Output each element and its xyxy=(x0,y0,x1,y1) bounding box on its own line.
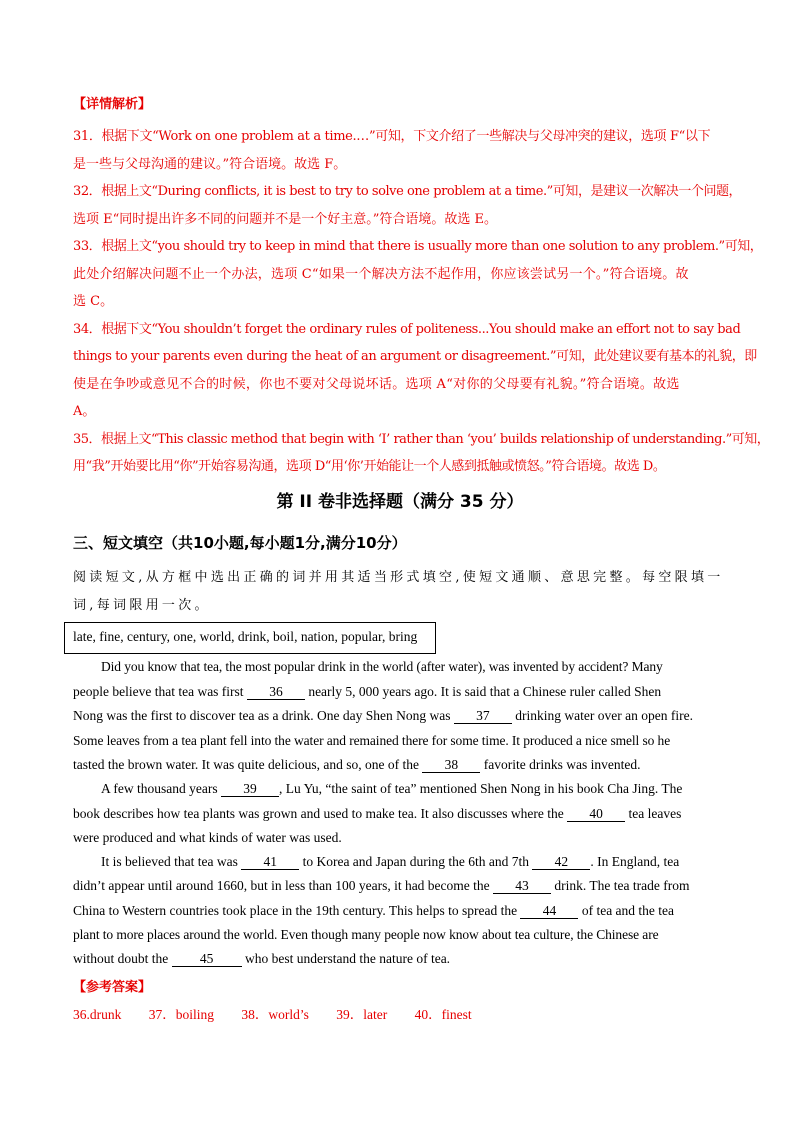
blank-44[interactable]: 44 xyxy=(520,904,578,919)
analysis-line: 选 C。 xyxy=(73,294,114,309)
analysis-header: 【详情解析】 xyxy=(73,97,152,112)
passage-line: Some leaves from a tea plant fell into the water and remained there for some time. It produced a nice smell so he xyxy=(73,733,671,748)
section3-instruction: 词,每词限用一次。 xyxy=(73,598,211,613)
blank-42[interactable]: 42 xyxy=(532,855,590,870)
passage-line: were produced and what kinds of water was used. xyxy=(73,830,342,845)
answers-row xyxy=(73,1003,472,1023)
answer-item: 39．later xyxy=(336,1007,388,1022)
passage-line: China to Western countries took place in the 19th century. This helps to spread the 44 of tea and the tea xyxy=(73,903,675,918)
blank-39[interactable]: 39 xyxy=(221,782,279,797)
analysis-line: 此处介绍解决问题不止一个办法，选项 C“如果一个解决方法不起作用，你应该尝试另一个。”符合语境。故 xyxy=(73,267,689,282)
passage-line: Did you know that tea, the most popular drink in the world (after water), was invented by accident? Many xyxy=(101,659,663,674)
analysis-line: 34．根据下文“You shouldn’t forget the ordinary rules of politeness...You should make an effort not to say bad xyxy=(73,322,741,337)
analysis-line: 35．根据上文“This classic method that begin with ‘I’ rather than ‘you’ builds relationship of understanding.”可知， xyxy=(73,432,770,447)
analysis-line: 选项 E“同时提出许多不同的问题并不是一个好主意。”符合语境。故选 E。 xyxy=(73,212,498,227)
passage-line: plant to more places around the world. Even though many people now know about tea culture, the Chinese are xyxy=(73,927,659,942)
blank-40[interactable]: 40 xyxy=(567,807,625,822)
passage-line: tasted the brown water. It was quite delicious, and so, one of the 38 favorite drinks was invented. xyxy=(73,757,641,772)
analysis-line: 32．根据上文“During conflicts, it is best to try to solve one problem at a time.”可知，是建议一次解决一个问题， xyxy=(73,184,742,199)
blank-38[interactable]: 38 xyxy=(422,758,480,773)
analysis-line: 31．根据下文“Work on one problem at a time.…”可知，下文介绍了一些解决与父母冲突的建议，选项 F“以下 xyxy=(73,129,711,144)
passage-line: It is believed that tea was 41 to Korea and Japan during the 6th and 7th 42 . In England, tea xyxy=(101,854,680,869)
blank-37[interactable]: 37 xyxy=(454,709,512,724)
answers-header: 【参考答案】 xyxy=(73,980,152,995)
part2-title: 第 II 卷非选择题（满分 35 分） xyxy=(276,492,524,512)
analysis-line: A。 xyxy=(73,404,96,419)
passage-line: didn’t appear until around 1660, but in less than 100 years, it had become the 43 drink. The tea trade from xyxy=(73,878,690,893)
section3-instruction: 阅读短文,从方框中选出正确的词并用其适当形式填空,使短文通顺、意思完整。每空限填一 xyxy=(73,570,724,585)
blank-36[interactable]: 36 xyxy=(247,685,305,700)
answer-item: 38．world’s xyxy=(241,1007,309,1022)
blank-45[interactable]: 45 xyxy=(172,952,242,967)
passage-line: book describes how tea plants was grown and used to make tea. It also discusses where the 40 tea leaves xyxy=(73,806,682,821)
analysis-line: things to your parents even during the heat of an argument or disagreement.”可知，此处建议要有基本的礼貌，即 xyxy=(73,349,757,364)
analysis-line: 用“我”开始要比用“你”开始容易沟通，选项 D“用‘你’开始能让一个人感到抵触或愤怒。”符合语境。故选 D。 xyxy=(73,459,666,474)
analysis-line: 33．根据上文“you should try to keep in mind that there is usually more than one solution to any problem.”可知， xyxy=(73,239,763,254)
blank-43[interactable]: 43 xyxy=(493,879,551,894)
passage-line: Nong was the first to discover tea as a drink. One day Shen Nong was 37 drinking water over an open fire. xyxy=(73,708,693,723)
passage-line: people believe that tea was first 36 nearly 5, 000 years ago. It is said that a Chinese ruler called Shen xyxy=(73,684,662,699)
answer-item: 40．finest xyxy=(414,1007,472,1022)
word-box: late, fine, century, one, world, drink, boil, nation, popular, bring xyxy=(64,622,436,654)
section3-title: 三、短文填空（共10小题,每小题1分,满分10分） xyxy=(73,534,407,552)
passage-line: A few thousand years 39 , Lu Yu, “the saint of tea” mentioned Shen Nong in his book Cha Jing. The xyxy=(101,781,683,796)
passage-line: without doubt the 45 who best understand the nature of tea. xyxy=(73,951,451,966)
blank-41[interactable]: 41 xyxy=(241,855,299,870)
answer-item: 37．boiling xyxy=(148,1007,215,1022)
analysis-line: 是一些与父母沟通的建议。”符合语境。故选 F。 xyxy=(73,157,347,172)
analysis-line: 使是在争吵或意见不合的时候，你也不要对父母说坏话。选项 A“对你的父母要有礼貌。”符合语境。故选 xyxy=(73,377,680,392)
answer-item: 36.drunk xyxy=(73,1007,122,1022)
